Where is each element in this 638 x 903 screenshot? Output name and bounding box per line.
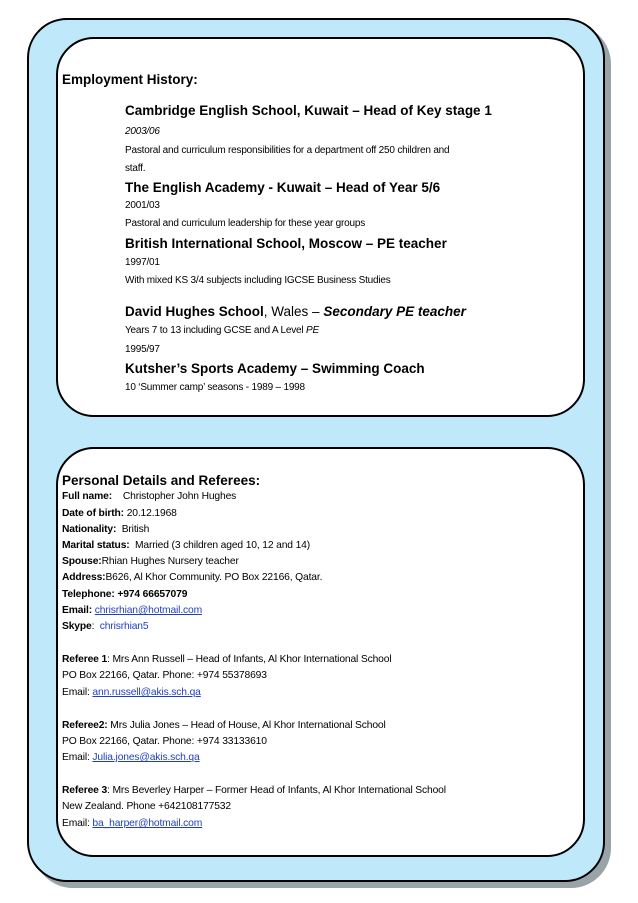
email-label: Email:: [62, 605, 93, 616]
job-title-3: British International School, Moscow – PE teacher: [125, 236, 447, 251]
telephone-row: Telephone: +974 66657079: [62, 589, 188, 600]
referee-3-label: Referee 3: [62, 785, 108, 796]
skype-label: Skype: [62, 621, 92, 632]
job-desc-4: [125, 325, 319, 336]
referee-3-text: : Mrs Beverley Harper – Former Head of Infants, Al Khor International School: [107, 785, 446, 796]
job-dates-4: 1995/97: [125, 344, 160, 355]
dob-label: Date of birth:: [62, 508, 124, 519]
skype-value: chrisrhian5: [99, 621, 149, 632]
job-desc-4-pe: PE: [306, 325, 319, 336]
job-desc-1b: staff.: [125, 163, 146, 174]
referee-2-email-link[interactable]: Julia.jones@akis.sch.qa: [92, 752, 200, 763]
spouse-row: [62, 556, 239, 567]
job-title-4-role: Secondary PE teacher: [323, 304, 466, 319]
referee-1-email-row: [62, 687, 201, 698]
job-desc-2: Pastoral and curriculum leadership for these year groups: [125, 218, 366, 229]
referee-2-text: Mrs Julia Jones – Head of House, Al Khor International School: [107, 720, 386, 731]
referee-1-label: Referee 1: [62, 654, 108, 665]
address-value: B626, Al Khor Community. PO Box 22166, Qatar.: [105, 572, 323, 583]
referee-1-email-label: Email:: [62, 687, 93, 698]
dob-value: 20.12.1968: [126, 508, 177, 519]
job-title-1: Cambridge English School, Kuwait – Head of Key stage 1: [125, 103, 492, 118]
referee-2-email-row: [62, 752, 200, 763]
nationality-label: Nationality:: [62, 524, 117, 535]
job-dates-2: 2001/03: [125, 200, 160, 211]
referee-3-row: [62, 785, 446, 796]
email-row: [62, 605, 202, 616]
referee-1-email-link[interactable]: ann.russell@akis.sch.qa: [92, 687, 201, 698]
marital-value: Married (3 children aged 10, 12 and 14): [134, 540, 311, 551]
referee-2-row: [62, 720, 386, 731]
job-title-4-location-sep: , Wales: [263, 304, 309, 319]
skype-sep: :: [91, 621, 95, 632]
nationality-value: British: [121, 524, 150, 535]
job-desc-4-text: Years 7 to 13 including GCSE and A Level: [125, 325, 307, 336]
referee-2-label: Referee2:: [62, 720, 108, 731]
referee-3-email-link[interactable]: ba_harper@hotmail.com: [92, 818, 203, 829]
job-desc-3: With mixed KS 3/4 subjects including IGCSE Business Studies: [125, 275, 391, 286]
job-title-4: [125, 304, 466, 319]
job-title-4-dash: –: [308, 304, 324, 319]
job-desc-5: 10 ‘Summer camp’ seasons - 1989 – 1998: [125, 382, 305, 393]
email-link[interactable]: chrisrhian@hotmail.com: [94, 605, 203, 616]
full-name-value: Christopher John Hughes: [122, 491, 237, 502]
job-title-4-school: David Hughes School: [125, 304, 264, 319]
job-dates-1: 2003/06: [125, 126, 160, 137]
referee-1-text: : Mrs Ann Russell – Head of Infants, Al Khor International School: [107, 654, 392, 665]
job-desc-1a: Pastoral and curriculum responsibilities for a department off 250 children and: [125, 145, 450, 156]
referee-2-address: PO Box 22166, Qatar. Phone: +974 33133610: [62, 736, 267, 747]
job-title-2: The English Academy - Kuwait – Head of Year 5/6: [125, 180, 441, 195]
full-name-label: Full name:: [62, 491, 112, 502]
employment-heading: Employment History:: [62, 72, 198, 87]
full-name-row: [62, 491, 236, 502]
skype-row: [62, 621, 148, 632]
job-title-5: Kutsher’s Sports Academy – Swimming Coach: [125, 361, 425, 376]
spouse-value: Rhian Hughes Nursery teacher: [101, 556, 239, 567]
nationality-row: [62, 524, 149, 535]
marital-label: Marital status:: [62, 540, 130, 551]
referee-1-address: PO Box 22166, Qatar. Phone: +974 55378693: [62, 670, 267, 681]
referee-3-email-label: Email:: [62, 818, 93, 829]
marital-row: [62, 540, 310, 551]
spouse-label: Spouse:: [62, 556, 102, 567]
referee-2-email-label: Email:: [62, 752, 93, 763]
address-row: [62, 572, 322, 583]
referee-3-address: New Zealand. Phone +642108177532: [62, 801, 231, 812]
job-dates-3: 1997/01: [125, 257, 160, 268]
referee-3-email-row: [62, 818, 202, 829]
referee-1-row: [62, 654, 391, 665]
dob-row: [62, 508, 177, 519]
address-label: Address:: [62, 572, 106, 583]
personal-heading: Personal Details and Referees:: [62, 473, 261, 488]
